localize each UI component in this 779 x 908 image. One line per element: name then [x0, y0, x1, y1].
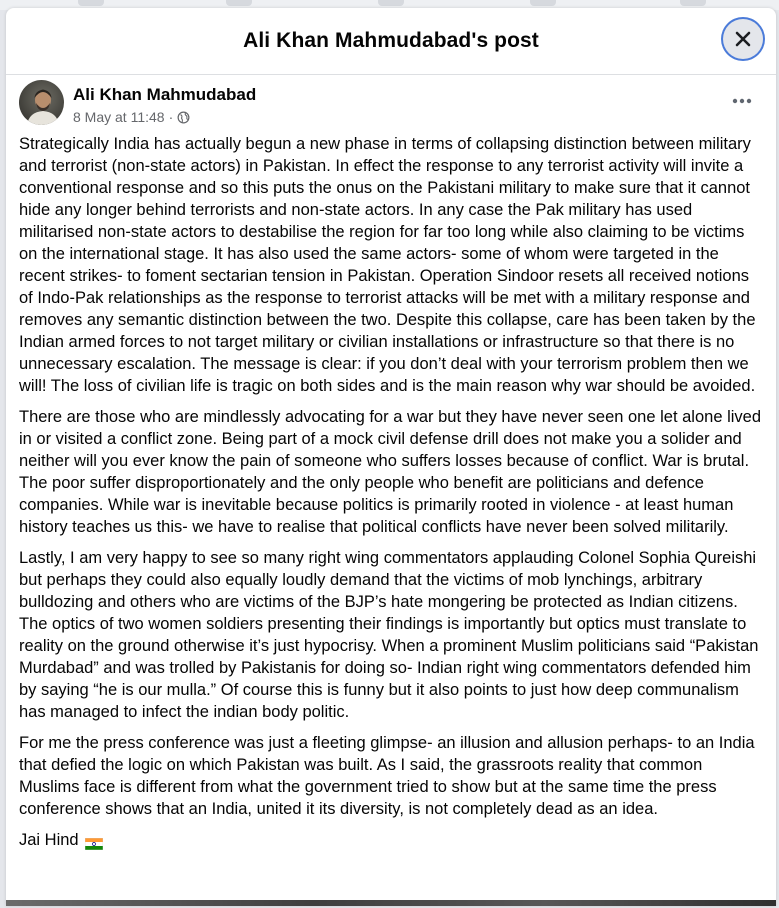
background-nav-icon — [78, 0, 104, 6]
close-button[interactable] — [723, 19, 763, 59]
close-icon — [734, 30, 752, 48]
post-body — [6, 133, 776, 851]
post-dialog — [6, 8, 776, 906]
meta-separator: · — [168, 109, 174, 125]
author-name[interactable]: Ali Khan Mahmudabad — [73, 85, 257, 104]
post-paragraph: There are those who are mindlessly advocating for a war but they have never seen one let alone lived in or visited a conflict zone. Being part of a mock civil defense drill does not make you a solider and neither will you ever know the pain of someone who suffers losses because of conflict. War is brutal. The poor suffer disproportionately and the only people who benefit are politicians and defence companies. While war is inevitable because politics is primarily rooted in violence - at least human history teaches us this- we have to realise that political conflicts have never been solved militarily. — [19, 408, 762, 536]
attached-media-preview[interactable] — [6, 900, 776, 906]
profile-photo — [19, 80, 64, 125]
globe-icon — [177, 111, 190, 124]
avatar[interactable] — [19, 80, 64, 125]
india-flag-icon — [85, 834, 103, 846]
more-options-icon — [732, 98, 752, 104]
post-paragraph: Strategically India has actually begun a new phase in terms of collapsing distinction between military and terrorist (non-state actors) in Pakistan. In effect the response to any terrorist activity will invite a conventional response and so this puts the onus on the Pakistani military to make sure that it cannot hide any longer behind terrorists and non-state actors. In any case the Pak military has used militarised non-state actors to destabilise the region for far too long while also claiming to be victims on the international stage. It has also used the same actors- some of whom were targeted in the recent strikes- to foment sectarian tension in Pakistan. Operation Sindoor resets all received notions of Indo-Pak relationships as the response to terrorist attacks will be met with a military response and removes any semantic distinction between the two. Despite this collapse, care has been taken by the Indian armed forces to not target military or civilian installations or infrastructure so that there is no unnecessary escalation. The message is clear: if you don’t deal with your terrorism problem then we will! The loss of civilian life is tragic on both sides and is the main reason why war should be avoided. — [19, 135, 756, 395]
sign-off-text: Jai Hind — [19, 831, 79, 849]
background-nav-icon — [226, 0, 252, 6]
post-header — [6, 75, 776, 133]
background-nav-icon — [530, 0, 556, 6]
dialog-header — [6, 8, 776, 75]
dialog-title: Ali Khan Mahmudabad's post — [243, 29, 539, 52]
more-options-button[interactable] — [726, 89, 758, 113]
background-nav-icon — [680, 0, 706, 6]
post-paragraph: For me the press conference was just a fleeting glimpse- an illusion and allusion perhaps- to an India that defied the logic on which Pakistan was built. As I said, the grassroots reality that common Muslims face is different from what the government tried to show but at the same time the press conference shows that an India, united it its diversity, is not completely dead as an idea. — [19, 734, 755, 818]
post-timestamp[interactable]: 8 May at 11:48 — [73, 109, 165, 125]
post-meta — [73, 109, 190, 125]
post-paragraph: Lastly, I am very happy to see so many right wing commentators applauding Colonel Sophia Qureishi but perhaps they could also equally loudly demand that the victims of mob lynchings, arbitrary bulldozing and others who are victims of the BJP’s hate mongering be protected as Indian citizens. The optics of two women soldiers presenting their findings is importantly but optics must translate to reality on the ground otherwise it’s just hypocrisy. When a prominent Muslim politicians said “Pakistan Murdabad” and was trolled by Pakistanis for doing so- Indian right wing commentators defended him by saying “he is our mulla.” Of course this is funny but it also points to just how deep communalism has managed to infect the indian body politic. — [19, 549, 759, 721]
background-nav-icon — [378, 0, 404, 6]
post-sign-off — [19, 829, 764, 851]
